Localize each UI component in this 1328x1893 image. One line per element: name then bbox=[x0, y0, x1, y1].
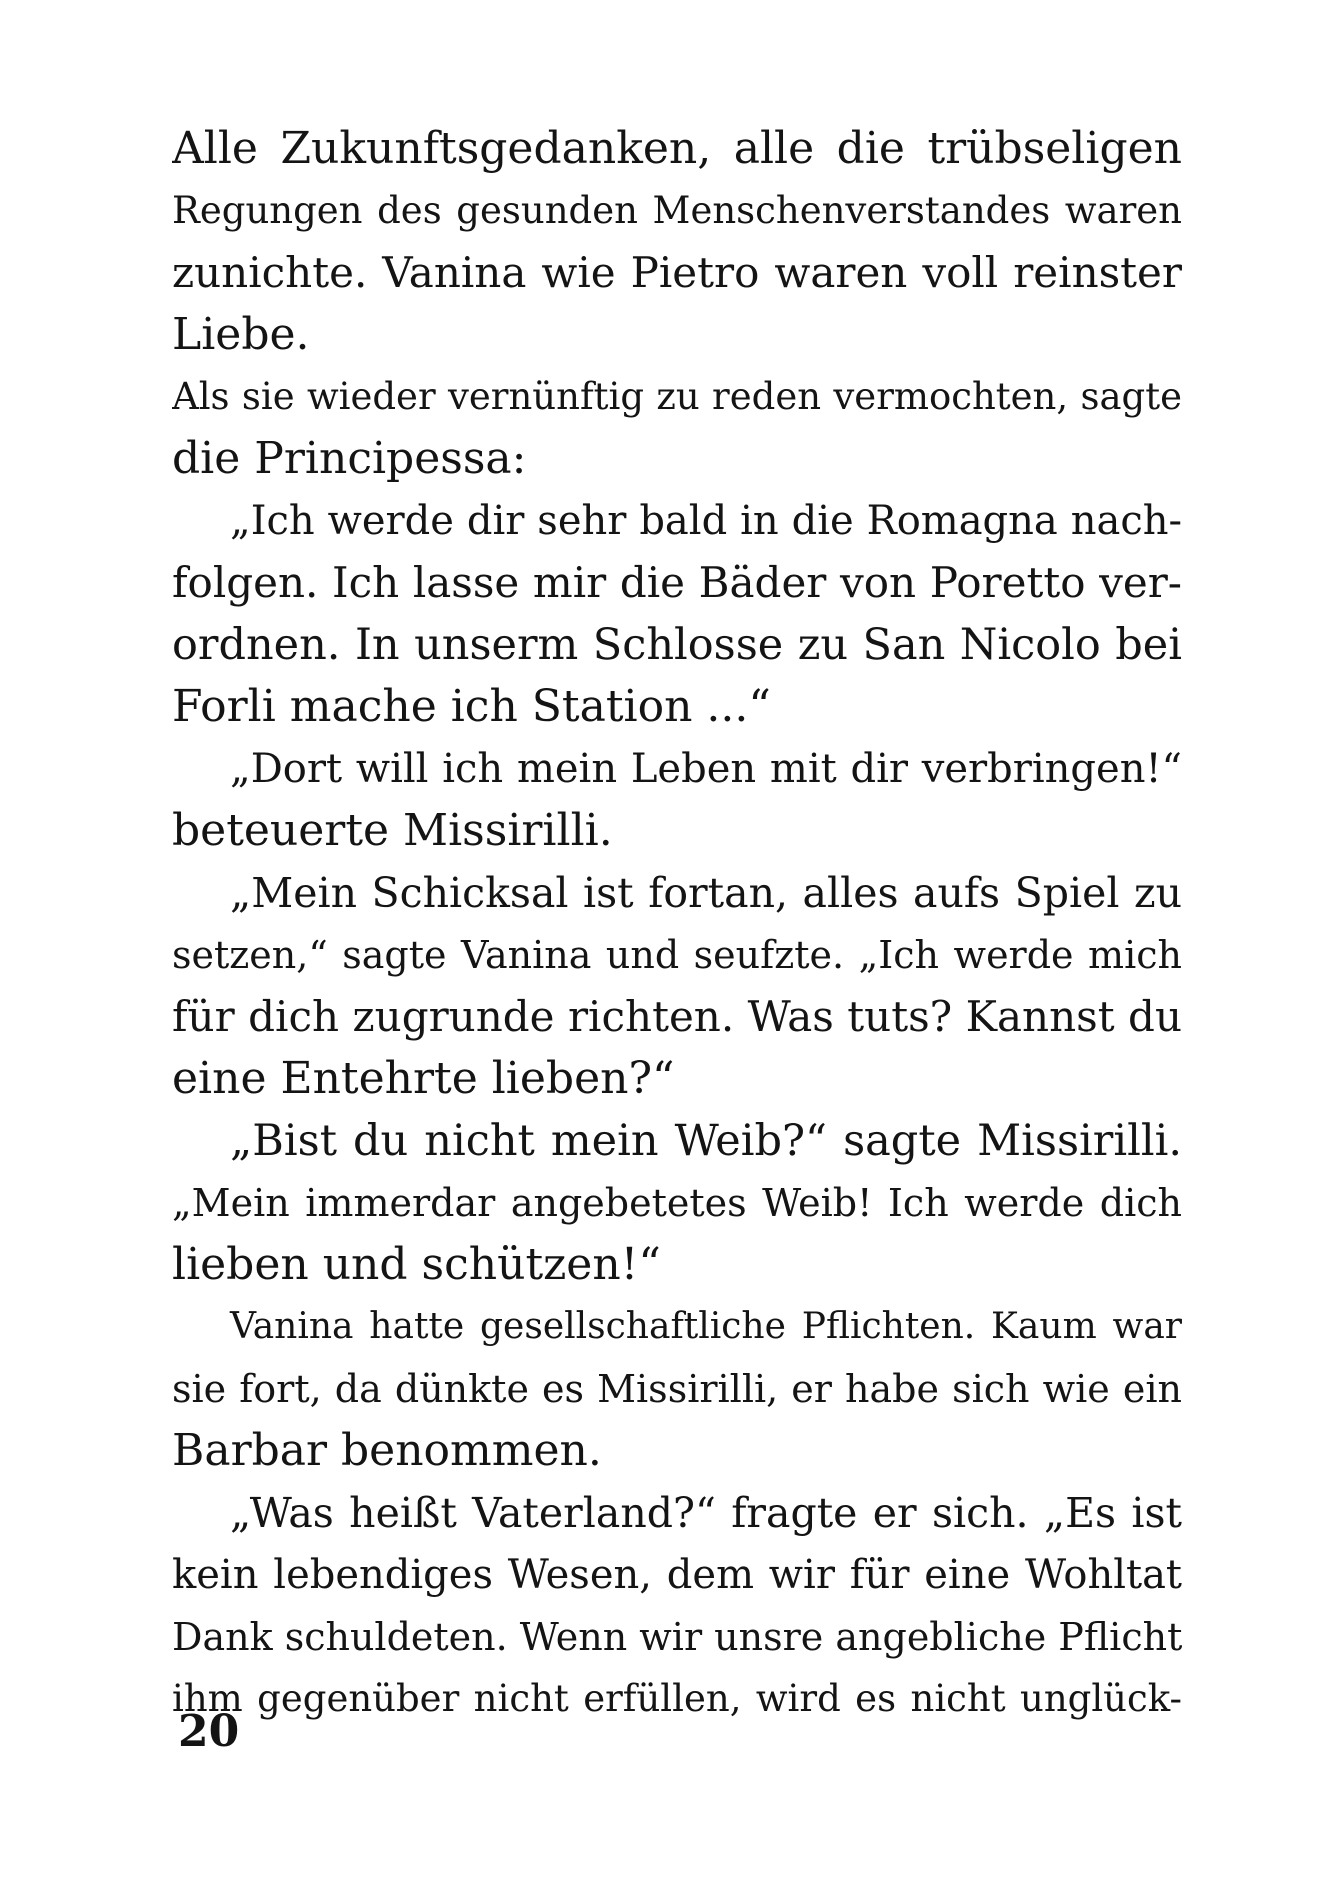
text-line: eine Entehrte lieben?“ bbox=[172, 1053, 675, 1104]
text-line: „Was heißt Vaterland?“ fragte er sich. „Es ist bbox=[230, 1489, 1182, 1537]
text-line: zunichte. Vanina wie Pietro waren voll reinster bbox=[172, 248, 1182, 297]
text-line: Vanina hatte gesellschaftliche Pflichten. Kaum war bbox=[230, 1306, 1182, 1347]
text-line: „Mein immerdar angebetetes Weib! Ich werde dich bbox=[172, 1181, 1182, 1225]
text-line: „Bist du nicht mein Weib?“ sagte Missirilli. bbox=[230, 1116, 1182, 1166]
text-line: für dich zugrunde richten. Was tuts? Kannst du bbox=[172, 992, 1182, 1041]
text-line: Barbar benommen. bbox=[172, 1425, 602, 1476]
text-line: setzen,“ sagte Vanina und seufzte. „Ich werde mich bbox=[172, 933, 1182, 977]
text-line: Dank schuldeten. Wenn wir unsre angebliche Pflicht bbox=[172, 1615, 1182, 1659]
text-line: ihm gegenüber nicht erfüllen, wird es nicht unglück- bbox=[172, 1677, 1182, 1720]
text-line: lieben und schützen!“ bbox=[172, 1239, 661, 1290]
text-line: die Principessa: bbox=[172, 433, 527, 484]
page-number: 20 bbox=[178, 1706, 240, 1757]
text-line: Als sie wieder vernünftig zu reden vermochten, sagte bbox=[172, 375, 1182, 418]
text-line: Forli mache ich Station ...“ bbox=[172, 681, 771, 732]
text-line: „Dort will ich mein Leben mit dir verbringen!“ bbox=[230, 746, 1182, 792]
text-line: „Mein Schicksal ist fortan, alles aufs Spiel zu bbox=[230, 869, 1182, 917]
text-line: folgen. Ich lasse mir die Bäder von Poretto ver- bbox=[172, 558, 1182, 607]
text-line: ordnen. In unserm Schlosse zu San Nicolo bei bbox=[172, 620, 1182, 670]
body-text bbox=[172, 118, 1182, 1730]
text-line: Regungen des gesunden Menschenverstandes waren bbox=[172, 189, 1182, 232]
text-line: sie fort, da dünkte es Missirilli, er habe sich wie ein bbox=[172, 1367, 1182, 1411]
text-line: „Ich werde dir sehr bald in die Romagna nach- bbox=[230, 498, 1182, 544]
text-line: Liebe. bbox=[172, 309, 310, 360]
text-line: beteuerte Missirilli. bbox=[172, 805, 613, 856]
text-line: Alle Zukunftsgedanken, alle die trübseligen bbox=[172, 123, 1182, 174]
text-line: kein lebendiges Wesen, dem wir für eine Wohltat bbox=[172, 1552, 1182, 1598]
